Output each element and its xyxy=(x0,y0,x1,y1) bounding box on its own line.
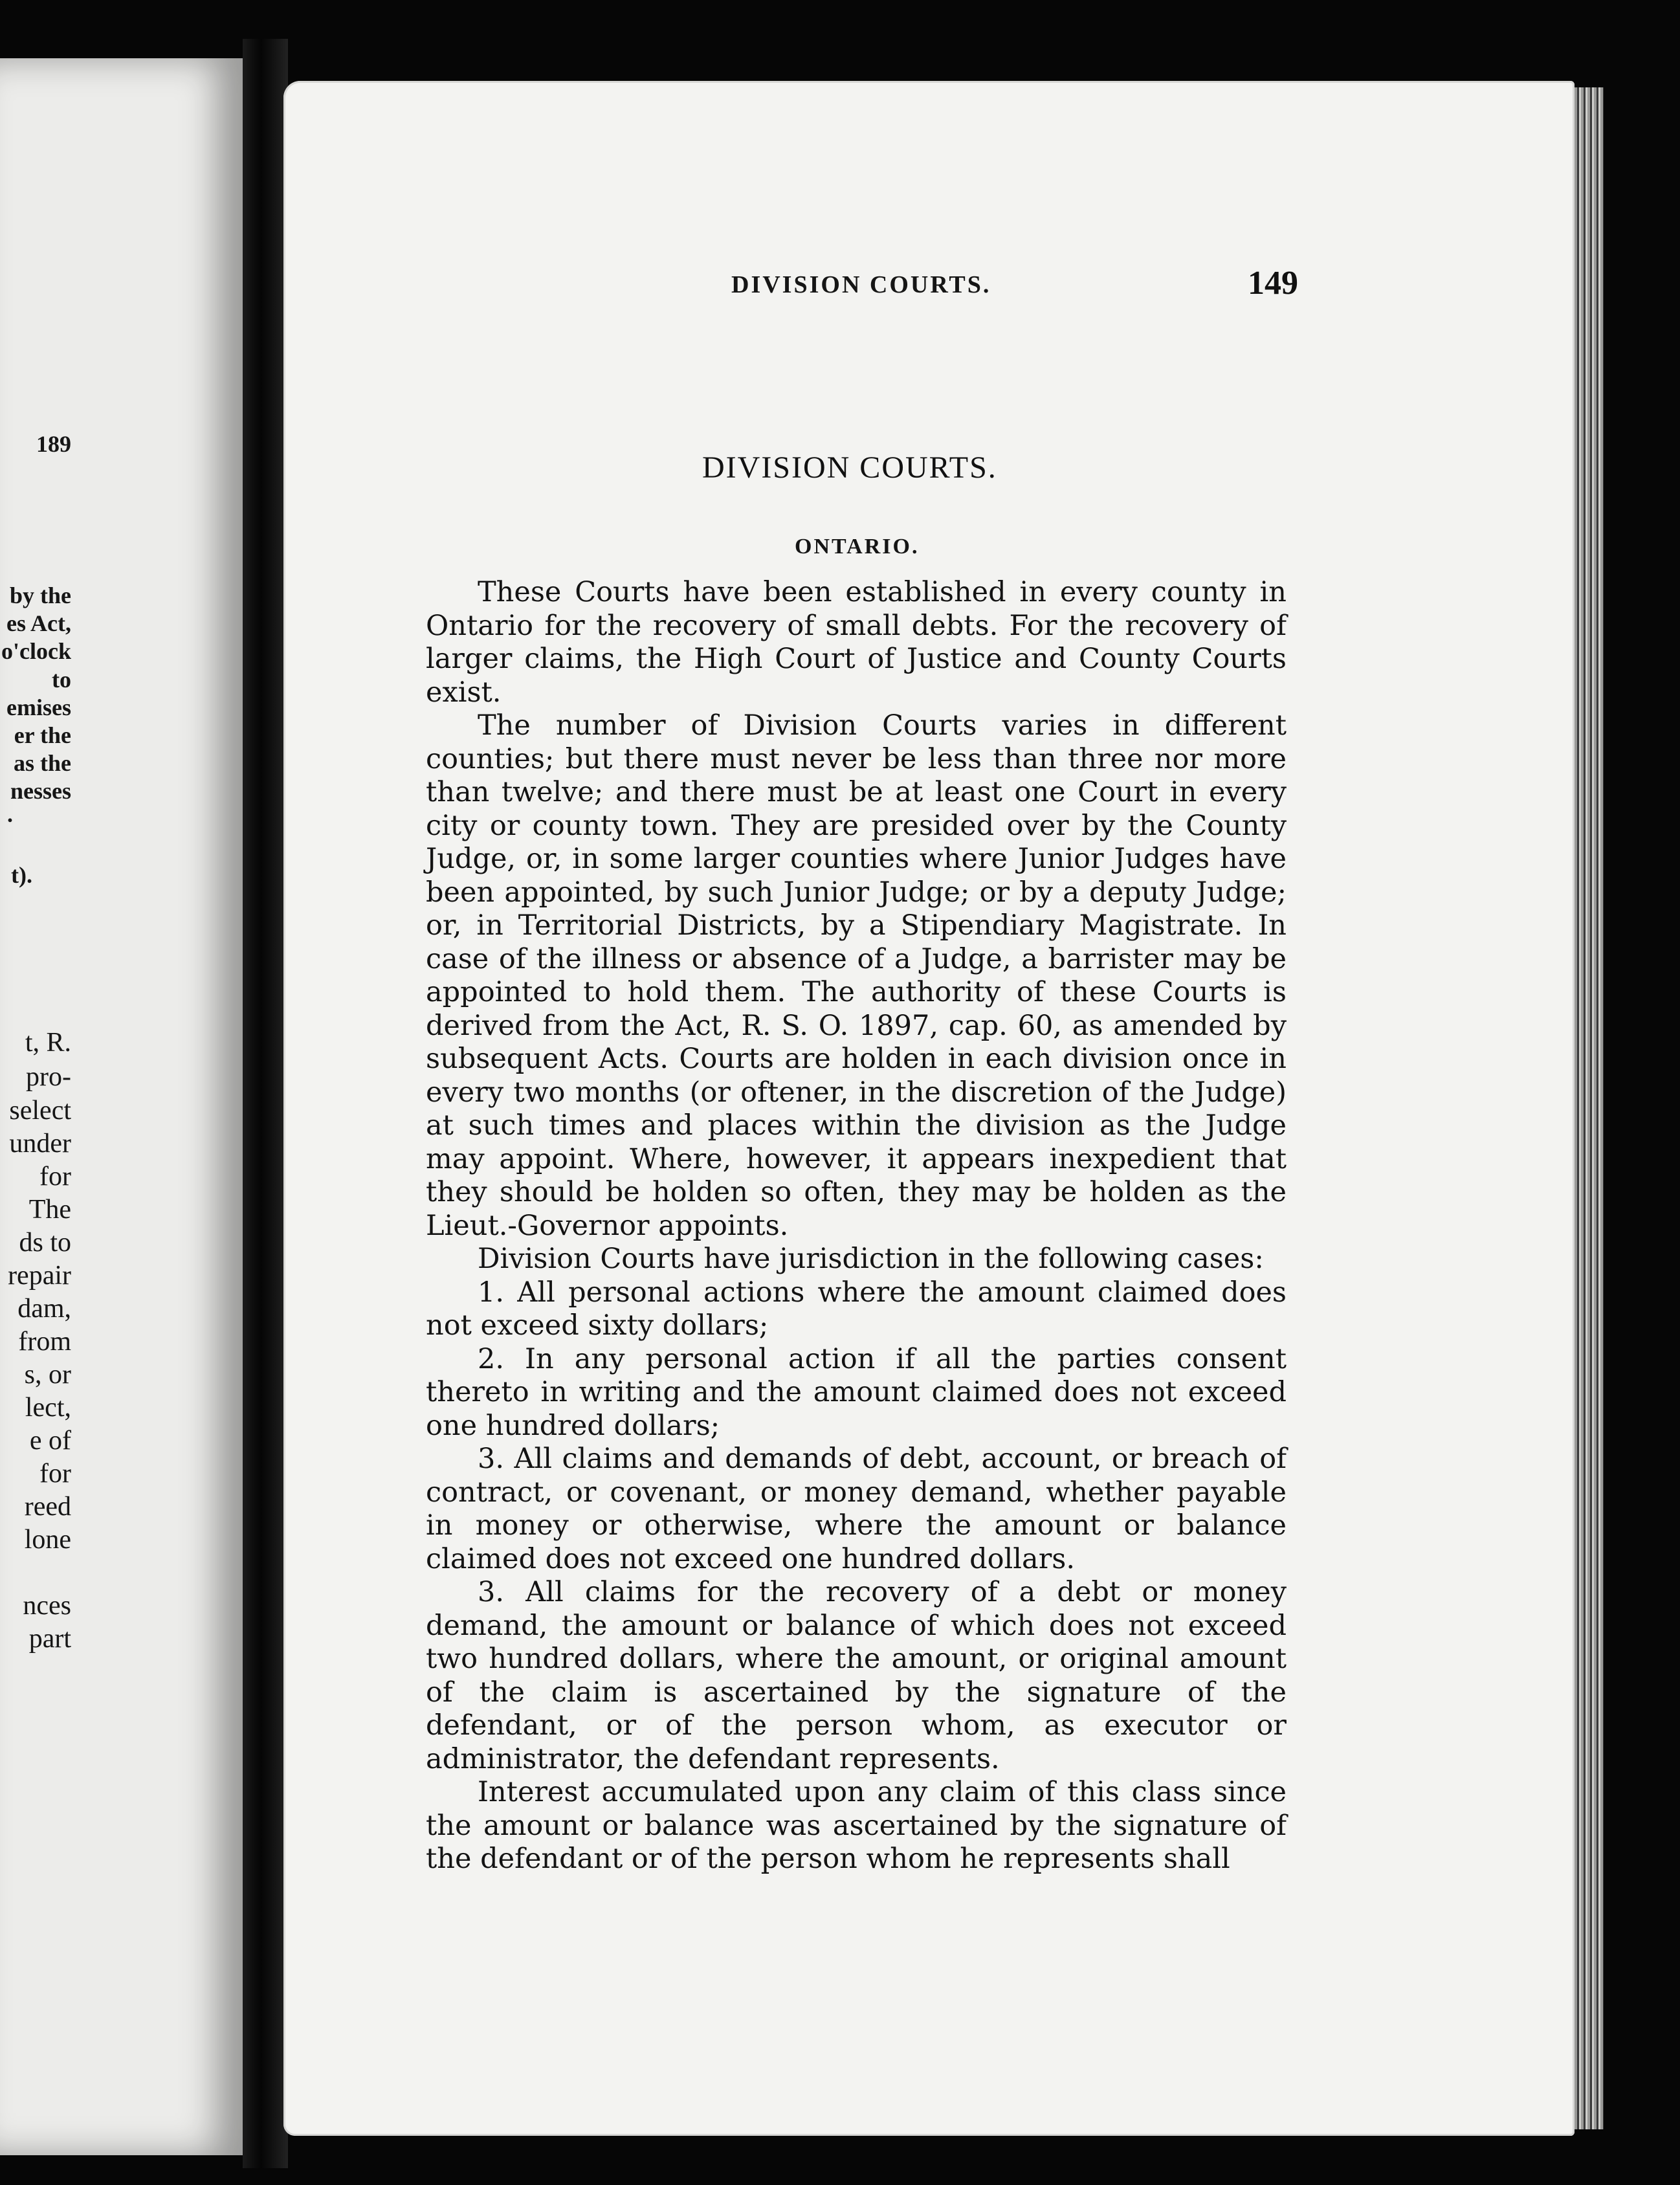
paragraph: These Courts have been established in every county in Ontario for the recovery of small debts. For the recovery of larger claims, the High Court of Justice and County Courts exist. xyxy=(426,576,1287,709)
facing-line: reed xyxy=(24,1492,71,1522)
facing-line: to xyxy=(52,667,71,693)
facing-line: t). xyxy=(11,862,32,888)
facing-line: s, or xyxy=(24,1360,71,1390)
paragraph: Division Courts have jurisdiction in the following cases: xyxy=(478,1243,1264,1275)
facing-line: repair xyxy=(8,1261,71,1291)
facing-line: . xyxy=(7,801,13,827)
paragraph: The number of Division Courts varies in different counties; but there must never be less than three nor more than twelve; and there must be at least one Court in every city or county town. They are presided over by the County Judge, or, in some larger counties where Junior Judges have been appointed, by such Junior Judge; or by a deputy Judge; or, in Territorial Districts, by a Stipendiary Magistrate. In case of the illness or absence of a Judge, a barrister may be appointed to hold them. The authority of these Courts is derived from the Act, R. S. O. 1897, cap. 60, as amended by subsequent Acts. Courts are holden in each division once in every two months (or oftener, in the discretion of the Judge) at such times and places within the division as the Judge may appoint. Where, however, it appears inexpedient that they should be holden so often, they may be holden as the Lieut.-Governor appoints. xyxy=(426,709,1287,1242)
list-item: 1. All personal actions where the amount claimed does not exceed sixty dollars; xyxy=(426,1276,1287,1342)
facing-line: for xyxy=(39,1459,71,1489)
facing-line: es Act, xyxy=(6,610,71,636)
page-edges xyxy=(1575,87,1604,2129)
section-title: ONTARIO. xyxy=(795,535,920,559)
running-head: DIVISION COURTS. xyxy=(731,271,991,298)
facing-line: lone xyxy=(24,1525,71,1555)
list-item: 3. All claims and demands of debt, account, or breach of contract, or covenant, or money demand, whether payable in money or otherwise, where the amount or balance claimed does not exceed one hundred dollars. xyxy=(426,1443,1287,1575)
list-item: 2. In any personal action if all the parties consent thereto in writing and the amount claimed does not exceed one hundred dollars; xyxy=(426,1342,1287,1442)
facing-line: as the xyxy=(14,750,71,776)
facing-line: by the xyxy=(9,582,71,608)
facing-line: under xyxy=(9,1129,71,1159)
facing-line: e of xyxy=(29,1426,71,1456)
facing-line: select xyxy=(9,1096,71,1126)
facing-line: er the xyxy=(14,722,71,748)
chapter-title: DIVISION COURTS. xyxy=(702,450,997,485)
list-item: 3. All claims for the recovery of a debt or money demand, the amount or balance of which does not exceed two hundred dollars, where the amount, or original amount of the claim is ascertained by the signature of the defendant, or of the person whom, as executor or administrator, the defendant represents. xyxy=(426,1576,1287,1775)
facing-page-number: 189 xyxy=(36,431,71,457)
facing-line: nces xyxy=(23,1591,71,1621)
facing-line: for xyxy=(39,1162,71,1192)
facing-line: t, R. xyxy=(25,1028,71,1058)
facing-line: emises xyxy=(6,694,71,720)
facing-line: lect, xyxy=(25,1393,71,1423)
facing-line: pro- xyxy=(26,1062,71,1092)
facing-line: The xyxy=(28,1195,71,1225)
body-text xyxy=(426,576,1287,1876)
facing-line: part xyxy=(28,1624,71,1654)
page-number: 149 xyxy=(1248,265,1298,302)
facing-page xyxy=(0,58,243,2155)
facing-line: nesses xyxy=(10,778,71,804)
facing-line: ds to xyxy=(19,1228,71,1258)
book-gutter xyxy=(243,39,288,2168)
facing-line: from xyxy=(18,1327,71,1357)
facing-line: dam, xyxy=(17,1294,71,1324)
paragraph: Interest accumulated upon any claim of this class since the amount or balance was ascertained by the signature of the defendant or of the person whom he represents shall xyxy=(426,1776,1287,1875)
facing-line: o'clock xyxy=(1,638,71,664)
